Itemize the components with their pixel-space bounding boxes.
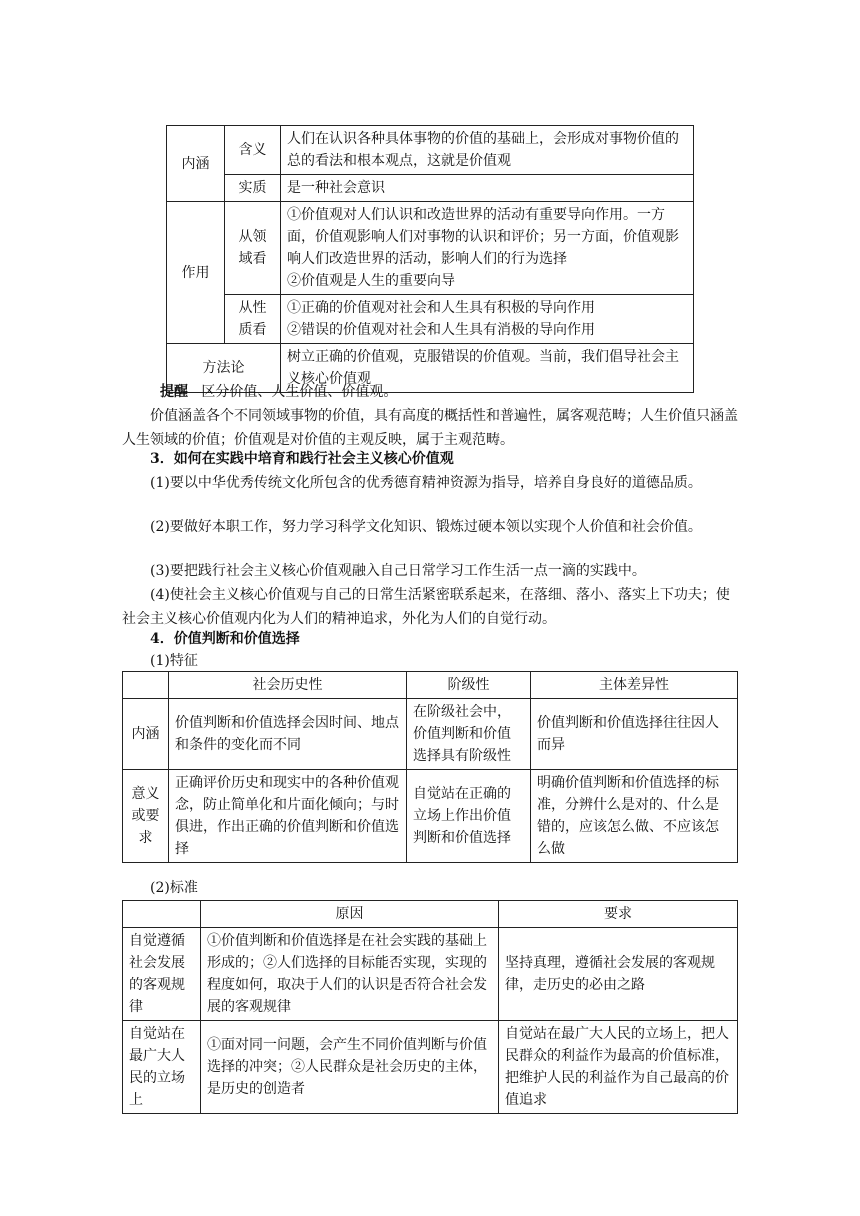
sub-heading: (2)标准 [150, 880, 198, 896]
cell-text: 是一种社会意识 [281, 175, 694, 202]
row-group-label: 作用 [167, 202, 225, 344]
tip-title: 区分价值、人生价值、价值观。 [201, 384, 398, 400]
column-header: 要求 [499, 901, 738, 928]
table-cell: 在阶级社会中，价值判断和价值选择具有阶级性 [407, 699, 531, 770]
table-cell: 自觉站在正确的立场上作出价值判断和价值选择 [407, 770, 531, 863]
section-heading: 4．价值判断和价值选择 [150, 631, 300, 647]
row-label: 从性质看 [225, 295, 281, 344]
column-header: 阶级性 [407, 672, 531, 699]
cell-text: 人们在认识各种具体事物的价值的基础上，会形成对事物价值的总的看法和根本观点，这就是价值观 [281, 126, 694, 175]
table-row [167, 175, 694, 202]
tip-line [160, 380, 738, 404]
cell-text [281, 202, 694, 295]
table-cell: ①价值判断和价值选择是在社会实践的基础上形成的；②人们选择的目标能否实现，实现的程度如何，取决于人们的认识是否符合社会发展的客观规律 [201, 928, 499, 1021]
row-label: 含义 [225, 126, 281, 175]
column-header [123, 672, 169, 699]
table-cell: 明确价值判断和价值选择的标准，分辨什么是对的、什么是错的，应该怎么做、不应该怎么做 [531, 770, 738, 863]
table-cell: 坚持真理，遵循社会发展的客观规律，走历史的必由之路 [499, 928, 738, 1021]
cell-line: ①正确的价值观对社会和人生具有积极的导向作用 [287, 300, 595, 316]
column-header [123, 901, 201, 928]
table-cell: 价值判断和价值选择会因时间、地点和条件的变化而不同 [169, 699, 407, 770]
table-row [123, 1021, 738, 1114]
row-label: 实质 [225, 175, 281, 202]
cell-line: ②错误的价值观对社会和人生具有消极的导向作用 [287, 322, 595, 338]
tip-body: 价值涵盖各个不同领域事物的价值，具有高度的概括性和普遍性，属客观范畴；人生价值只涵盖人生领域的价值；价值观是对价值的主观反映，属于主观范畴。 [122, 408, 738, 448]
table-row [167, 126, 694, 175]
table-cell: 价值判断和价值选择往往因人而异 [531, 699, 738, 770]
list-item: (1)要以中华优秀传统文化所包含的优秀德育精神资源为指导，培养自身良好的道德品质。 [150, 475, 702, 491]
row-group-label: 内涵 [167, 126, 225, 202]
table-cell: ①面对同一问题，会产生不同价值判断与价值选择的冲突；②人民群众是社会历史的主体，是历史的创造者 [201, 1021, 499, 1114]
row-label: 从领域看 [225, 202, 281, 295]
cell-text: 树立正确的价值观，克服错误的价值观。当前，我们倡导社会主义核心价值观 [281, 344, 694, 393]
cell-line: ①价值观对人们认识和改造世界的活动有重要导向作用。一方面，价值观影响人们对事物的认识和评价；另一方面，价值观影响人们改造世界的活动，影响人们的行为选择 [287, 207, 679, 267]
column-header: 社会历史性 [169, 672, 407, 699]
row-label: 意义或要求 [123, 770, 169, 863]
list-item: (4)使社会主义核心价值观与自己的日常生活紧密联系起来，在落细、落小、落实上下功夫；使社会主义核心价值观内化为人们的精神追求，外化为人们的自觉行动。 [122, 587, 730, 627]
features-table [122, 671, 738, 863]
table-row [167, 202, 694, 295]
table-cell: 自觉站在最广大人民的立场上，把人民群众的利益作为最高的价值标准，把维护人民的利益作为自己最高的价值追求 [499, 1021, 738, 1114]
standards-table [122, 900, 738, 1114]
column-header: 主体差异性 [531, 672, 738, 699]
table-header-row [123, 672, 738, 699]
sub-heading: (1)特征 [150, 653, 198, 669]
row-label: 方法论 [167, 344, 281, 393]
table-row [123, 770, 738, 863]
table-header-row [123, 901, 738, 928]
list-item: (3)要把践行社会主义核心价值观融入自己日常学习工作生活一点一滴的实践中。 [150, 563, 646, 579]
cell-text [281, 295, 694, 344]
table-cell: 正确评价历史和现实中的各种价值观念，防止简单化和片面化倾向；与时俱进，作出正确的价值判断和价值选择 [169, 770, 407, 863]
list-item: (2)要做好本职工作，努力学习科学文化知识、锻炼过硬本领以实现个人价值和社会价值。 [150, 519, 702, 535]
column-header: 原因 [201, 901, 499, 928]
tip-label: 提醒 [160, 384, 188, 400]
cell-line: ②价值观是人生的重要向导 [287, 273, 455, 289]
value-concept-table [166, 125, 694, 393]
table-row [123, 699, 738, 770]
section-heading: 3．如何在实践中培育和践行社会主义核心价值观 [150, 451, 454, 467]
table-row [123, 928, 738, 1021]
row-label: 内涵 [123, 699, 169, 770]
table-row [167, 295, 694, 344]
row-label: 自觉遵循社会发展的客观规律 [123, 928, 201, 1021]
row-label: 自觉站在最广大人民的立场上 [123, 1021, 201, 1114]
